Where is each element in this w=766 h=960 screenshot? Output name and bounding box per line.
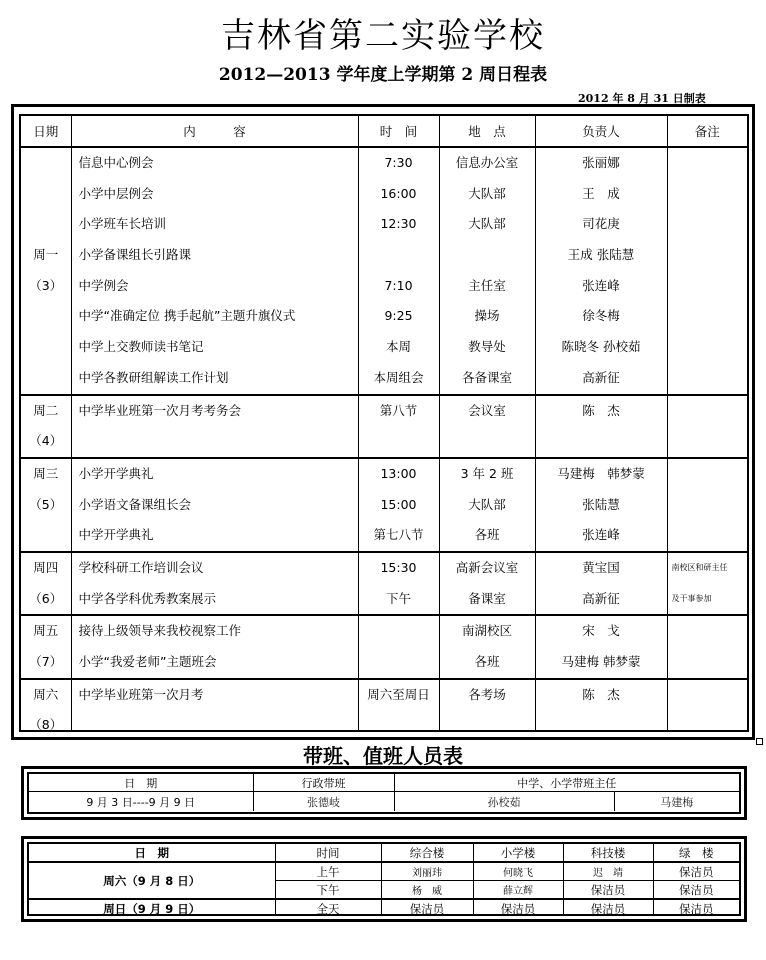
event-content — [72, 710, 358, 732]
event-place-cell — [439, 552, 535, 615]
event-place — [440, 426, 535, 457]
event-person: 马建梅 韩梦蒙 — [557, 465, 645, 481]
duty-header-date: 日 期 — [29, 774, 253, 792]
event-person-cell — [535, 552, 667, 615]
event-content: 中学上交教师读书笔记 — [78, 339, 204, 355]
event-person: 陈晓冬 孙校茹 — [561, 339, 641, 355]
note-cell — [667, 679, 747, 732]
event-time — [359, 240, 439, 271]
event-person-cell — [535, 458, 667, 552]
header-note: 备注 — [667, 116, 747, 147]
weekend-sat-label: 周六（9 月 8 日） — [29, 862, 275, 899]
page-subtitle: 2012—2013 学年度上学期第 2 周日程表 — [218, 65, 548, 85]
weekend-cell: 保洁员 — [679, 901, 714, 916]
duty-teacher-1: 孙校茹 — [394, 792, 614, 812]
day-date: （5） — [29, 496, 63, 512]
weekend-cell: 保洁员 — [653, 881, 739, 900]
day-date: （7） — [29, 654, 63, 669]
event-content: 中学开学典礼 — [78, 527, 154, 543]
event-time: 9:25 — [384, 308, 413, 324]
event-place-cell — [439, 147, 535, 395]
event-time-cell — [358, 395, 439, 458]
event-place: 3 年 2 班 — [460, 465, 514, 481]
day-spacer — [21, 363, 71, 394]
duty-teacher-2: 马建梅 — [660, 795, 694, 809]
event-person-cell — [535, 147, 667, 395]
duty-header-admin: 行政带班 — [253, 774, 394, 792]
event-time: 周六至周日 — [367, 686, 430, 702]
day-spacer — [21, 301, 71, 332]
event-person-cell — [535, 395, 667, 458]
event-content-cell — [71, 395, 358, 458]
event-time-cell — [358, 679, 439, 732]
event-time: 15:30 — [380, 559, 417, 575]
event-place: 大队部 — [468, 216, 506, 232]
weekend-cell: 迟 靖 — [563, 862, 653, 881]
day-date: （3） — [29, 277, 63, 293]
event-place: 大队部 — [468, 185, 506, 201]
weekend-sun-label: 周日（9 月 9 日） — [29, 899, 275, 916]
event-content: 小学班车长培训 — [78, 216, 167, 232]
event-person: 陈 杰 — [582, 686, 620, 702]
event-person — [536, 710, 667, 732]
event-person: 王 成 — [582, 185, 620, 201]
weekend-table-frame — [27, 842, 741, 916]
header-person: 负责人 — [535, 116, 667, 147]
event-time-cell — [358, 458, 439, 552]
event-person: 徐冬梅 — [582, 308, 620, 324]
weekend-cell: 杨 威 — [381, 881, 473, 900]
day-name: 周一 — [33, 247, 59, 263]
event-place: 操场 — [474, 308, 500, 324]
event-content-cell — [71, 147, 358, 395]
event-time — [359, 710, 439, 732]
event-content: 小学中层例会 — [78, 185, 154, 201]
weekend-header-date: 日 期 — [29, 844, 275, 862]
event-content: 信息中心例会 — [78, 155, 154, 170]
event-person: 张陆慧 — [582, 496, 620, 512]
note-cell — [667, 552, 747, 615]
day-spacer — [21, 179, 71, 210]
event-content: 中学各学科优秀教案展示 — [78, 590, 217, 606]
duty-header-teachers: 中学、小学带班主任 — [394, 774, 739, 792]
weekend-header-b4: 绿 楼 — [653, 844, 739, 862]
event-content: 中学“准确定位 携手起航”主题升旗仪式 — [78, 308, 296, 324]
event-place: 各考场 — [468, 686, 506, 702]
weekend-time: 下午 — [275, 881, 381, 900]
event-person-cell — [535, 615, 667, 678]
event-place — [440, 240, 535, 271]
schedule-header-row — [21, 116, 747, 147]
header-date: 日期 — [21, 116, 71, 147]
day-name: 周六 — [33, 686, 59, 702]
duty-admin-signature: 张德岐 — [253, 792, 394, 812]
event-content: 中学例会 — [78, 277, 129, 293]
event-person: 张连峰 — [582, 277, 620, 293]
event-place: 各备课室 — [461, 369, 512, 385]
event-time: 15:00 — [380, 496, 417, 512]
event-person: 司花庚 — [582, 216, 620, 232]
note-cell — [667, 147, 747, 395]
event-content: 小学备课组长引路课 — [78, 247, 192, 263]
made-date: 2012 年 8 月 31 日制表 — [578, 92, 706, 105]
day-cell — [21, 615, 71, 678]
header-time: 时 间 — [358, 116, 439, 147]
event-content: 小学开学典礼 — [78, 465, 154, 481]
schedule-day-group — [21, 679, 747, 732]
header-place: 地 点 — [439, 116, 535, 147]
event-content: 学校科研工作培训会议 — [78, 559, 204, 575]
event-place: 大队部 — [468, 496, 506, 512]
weekend-cell: 保洁员 — [473, 899, 563, 916]
event-time — [359, 616, 439, 647]
day-cell — [21, 552, 71, 615]
event-time: 第八节 — [379, 402, 418, 418]
event-place-cell — [439, 395, 535, 458]
event-person — [536, 426, 667, 457]
day-cell — [21, 395, 71, 458]
event-time: 7:10 — [384, 277, 413, 293]
event-place-cell — [439, 615, 535, 678]
event-content-cell — [71, 679, 358, 732]
schedule-day-group — [21, 147, 747, 395]
event-content-cell — [71, 552, 358, 615]
day-spacer — [21, 332, 71, 363]
day-spacer — [21, 148, 71, 179]
event-time — [359, 647, 439, 678]
event-person: 高新征 — [582, 369, 620, 385]
event-time: 7:30 — [384, 155, 413, 170]
schedule-day-group — [21, 458, 747, 552]
weekend-header-b3: 科技楼 — [563, 844, 653, 862]
event-place: 南湖校区 — [461, 623, 512, 639]
weekend-header-time: 时间 — [275, 844, 381, 862]
day-cell — [21, 458, 71, 552]
event-place: 主任室 — [468, 277, 506, 293]
event-time: 第七八节 — [373, 527, 424, 543]
schedule-day-group — [21, 615, 747, 678]
duty-table-frame — [27, 772, 741, 814]
event-place — [440, 710, 535, 732]
event-time: 13:00 — [380, 465, 417, 481]
event-time-cell — [358, 147, 439, 395]
event-content — [72, 426, 358, 457]
event-place-cell — [439, 458, 535, 552]
event-person: 张丽娜 — [582, 155, 620, 170]
day-spacer — [21, 209, 71, 240]
event-content: 中学各教研组解读工作计划 — [78, 369, 229, 385]
day-date: （8） — [29, 717, 63, 732]
event-content: 中学毕业班第一次月考考务会 — [78, 402, 242, 418]
day-name: 周四 — [33, 559, 59, 575]
day-cell — [21, 147, 71, 395]
resize-handle[interactable] — [756, 738, 763, 745]
event-time: 下午 — [385, 590, 411, 606]
event-content: 小学语文备课组长会 — [78, 496, 192, 512]
note-cell — [667, 458, 747, 552]
event-person: 高新征 — [582, 590, 620, 606]
weekend-cell: 保洁员 — [563, 899, 653, 916]
event-place: 教导处 — [468, 339, 506, 355]
event-time: 12:30 — [380, 216, 417, 232]
event-note: 南校区和研主任 — [671, 562, 728, 572]
schedule-table — [21, 116, 747, 732]
weekend-header-b2: 小学楼 — [473, 844, 563, 862]
weekend-cell: 保洁员 — [563, 881, 653, 900]
event-person: 王成 张陆慧 — [567, 247, 635, 263]
event-content: 中学毕业班第一次月考 — [78, 686, 204, 702]
weekend-cell: 刘丽玮 — [381, 862, 473, 881]
day-cell — [21, 679, 71, 732]
weekend-table — [29, 844, 739, 916]
event-content: 小学“我爱老师”主题班会 — [78, 654, 217, 669]
event-time-cell — [358, 615, 439, 678]
event-place: 各班 — [474, 527, 500, 543]
event-person: 陈 杰 — [582, 402, 620, 418]
event-person-cell — [535, 679, 667, 732]
weekend-cell: 保洁员 — [653, 862, 739, 881]
event-place: 高新会议室 — [455, 559, 519, 575]
event-note: 及干事参加 — [671, 593, 712, 603]
day-date: （4） — [29, 433, 63, 449]
schedule-day-group — [21, 552, 747, 615]
header-content: 内 容 — [71, 116, 358, 147]
event-time: 16:00 — [380, 185, 417, 201]
duty-date: 9 月 3 日----9 月 9 日 — [29, 792, 253, 812]
day-name: 周五 — [33, 623, 59, 639]
weekend-time: 全天 — [275, 899, 381, 916]
event-content: 接待上级领导来我校视察工作 — [78, 623, 242, 639]
event-person: 马建梅 韩梦蒙 — [561, 654, 641, 669]
event-place: 各班 — [474, 654, 500, 669]
day-name: 周二 — [33, 402, 59, 418]
event-content-cell — [71, 615, 358, 678]
event-content-cell — [71, 458, 358, 552]
event-time: 本周组会 — [373, 369, 424, 385]
event-person: 黄宝国 — [582, 559, 620, 575]
day-date: （6） — [29, 590, 63, 606]
event-time — [359, 426, 439, 457]
weekend-time: 上午 — [275, 862, 381, 881]
page-title: 吉林省第二实验学校 — [221, 16, 545, 56]
event-person: 宋 戈 — [582, 623, 620, 639]
event-place: 备课室 — [468, 590, 506, 606]
schedule-day-group — [21, 395, 747, 458]
duty-table — [29, 774, 739, 811]
event-time: 本周 — [385, 339, 411, 355]
note-cell — [667, 395, 747, 458]
event-place-cell — [439, 679, 535, 732]
day-spacer — [21, 520, 71, 551]
event-person: 张连峰 — [582, 527, 620, 543]
weekend-header-b1: 综合楼 — [381, 844, 473, 862]
event-time-cell — [358, 552, 439, 615]
duty-title: 带班、值班人员表 — [303, 744, 463, 768]
weekend-cell: 保洁员 — [381, 899, 473, 916]
event-place: 信息办公室 — [455, 155, 519, 170]
weekend-cell: 薛立辉 — [473, 881, 563, 900]
note-cell — [667, 615, 747, 678]
event-place: 会议室 — [468, 402, 506, 418]
weekend-cell: 何晓飞 — [473, 862, 563, 881]
schedule-table-frame — [19, 114, 749, 732]
day-name: 周三 — [33, 465, 59, 481]
